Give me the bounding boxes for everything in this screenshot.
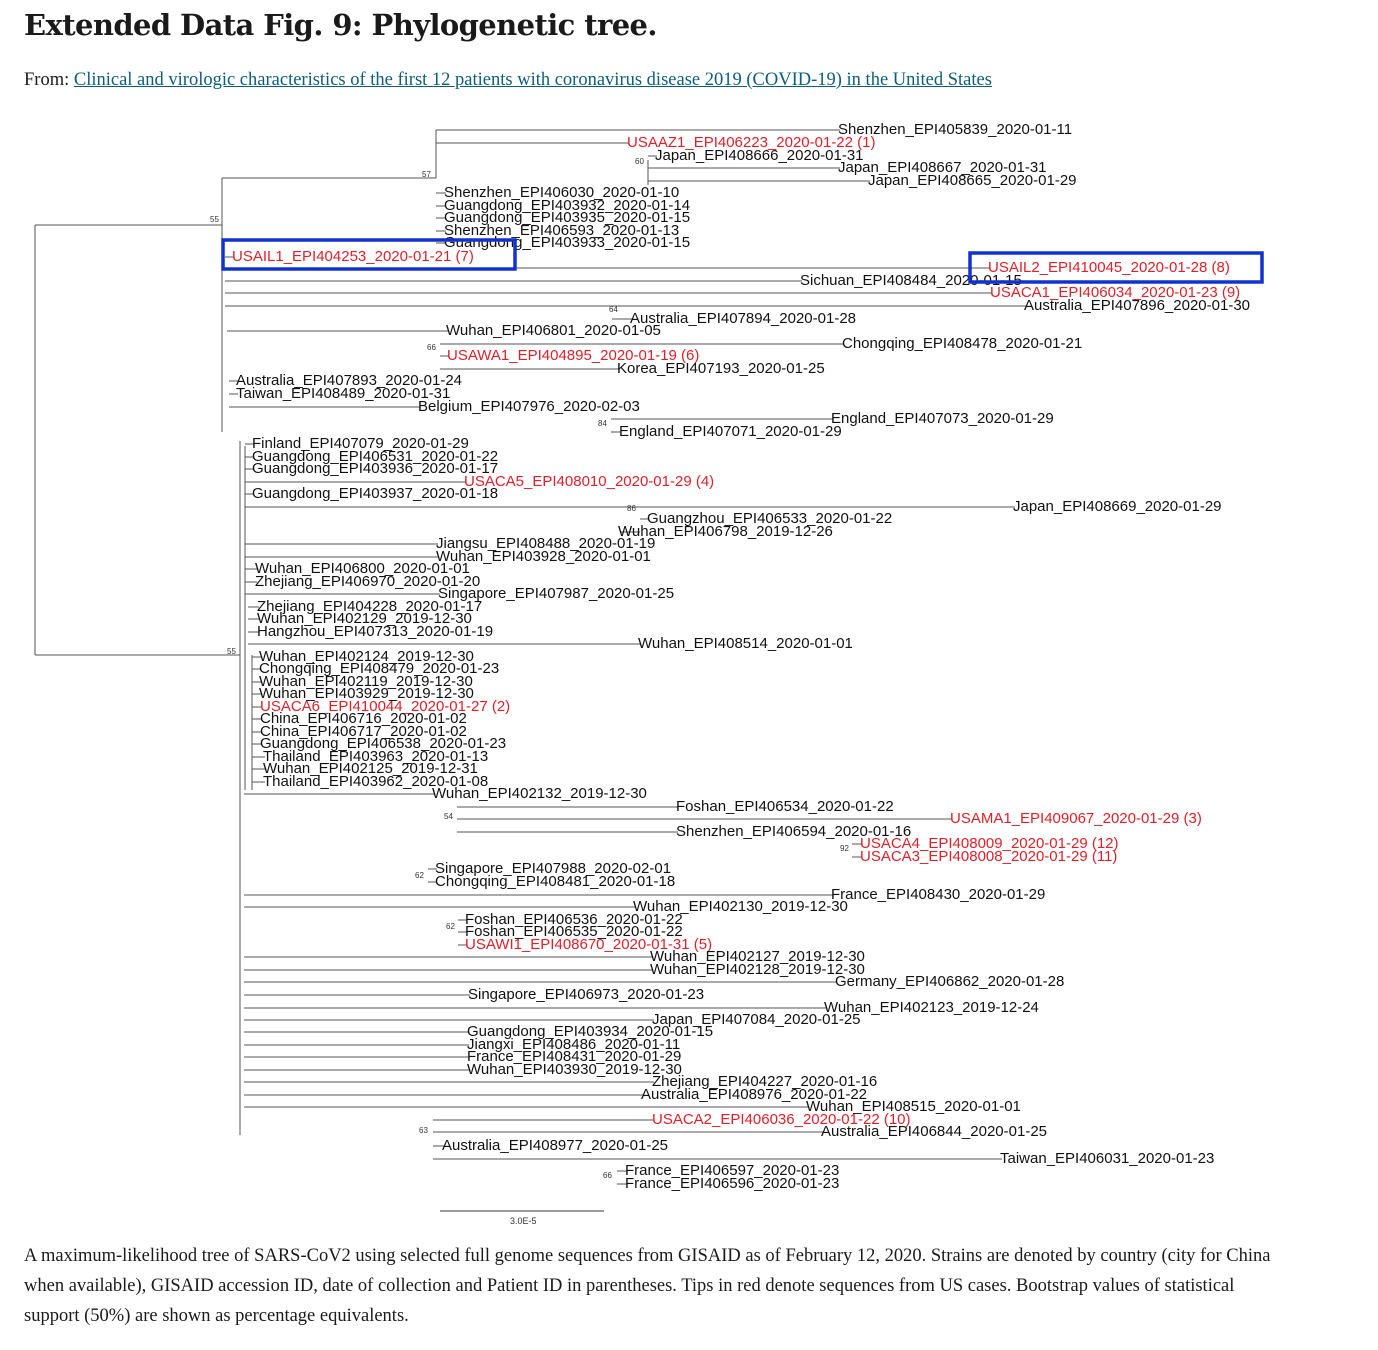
tip-label: Finland_EPI407079_2020-01-29 xyxy=(252,435,469,452)
tip-label: Shenzhen_EPI405839_2020-01-11 xyxy=(838,121,1073,138)
tip-label: Korea_EPI407193_2020-01-25 xyxy=(617,360,825,377)
figure-title: Extended Data Fig. 9: Phylogenetic tree. xyxy=(24,8,657,42)
tip-label: China_EPI406717_2020-01-02 xyxy=(260,723,467,740)
tip-label: Germany_EPI406862_2020-01-28 xyxy=(835,973,1065,990)
tip-label: Foshan_EPI406535_2020-01-22 xyxy=(465,923,683,940)
bootstrap-value: 92 xyxy=(840,844,849,853)
tip-label: Japan_EPI407084_2020-01-25 xyxy=(652,1011,861,1028)
tip-label: Wuhan_EPI406800_2020-01-01 xyxy=(255,560,470,577)
tip-label: Wuhan_EPI402119_2019-12-30 xyxy=(259,673,473,690)
tip-label: Foshan_EPI406536_2020-01-22 xyxy=(465,911,683,928)
tip-label: Taiwan_EPI408489_2020-01-31 xyxy=(236,385,451,402)
us-case-tip-label: USACA4_EPI408009_2020-01-29 (12) xyxy=(860,835,1119,852)
tip-label: Guangdong_EPI406531_2020-01-22 xyxy=(252,448,499,465)
tip-label: Wuhan_EPI402127_2019-12-30 xyxy=(650,948,865,965)
bootstrap-value: 62 xyxy=(415,871,424,880)
tip-label: Japan_EPI408665_2020-01-29 xyxy=(868,172,1077,189)
source-article-link[interactable]: Clinical and virologic characteristics of the first 12 patients with coronavirus disease 2019 (COVID-19) in the United States xyxy=(73,70,992,90)
tip-label: Wuhan_EPI402128_2019-12-30 xyxy=(650,961,865,978)
tip-label: France_EPI408430_2020-01-29 xyxy=(831,886,1046,903)
us-case-tip-label: USAIL1_EPI404253_2020-01-21 (7) xyxy=(232,248,474,265)
tip-label: Wuhan_EPI402129_2019-12-30 xyxy=(257,610,472,627)
tip-label: Wuhan_EPI403929_2019-12-30 xyxy=(259,685,474,702)
scale-bar-label: 3.0E-5 xyxy=(510,1216,537,1226)
tip-label: Shenzhen_EPI406030_2020-01-10 xyxy=(444,184,680,201)
tip-label: Wuhan_EPI408514_2020-01-01 xyxy=(638,635,853,652)
us-case-tip-label: USAWI1_EPI408670_2020-01-31 (5) xyxy=(465,936,713,953)
tip-label: Guangdong_EPI403936_2020-01-17 xyxy=(252,460,499,477)
tip-label: Guangdong_EPI406538_2020-01-23 xyxy=(260,735,507,752)
bootstrap-value: 57 xyxy=(422,170,431,179)
tip-label: Wuhan_EPI402130_2019-12-30 xyxy=(633,898,848,915)
tip-label: Wuhan_EPI402123_2019-12-24 xyxy=(824,999,1039,1016)
bootstrap-value: 62 xyxy=(446,922,455,931)
figure-caption: A maximum-likelihood tree of SARS-CoV2 using selected full genome sequences from GISAID as of February 12, 2020. Strains are denoted by country (city for China when available), GISAID accession ID, date of collection and Patient ID in parentheses. Tips in red denote sequences from US cases. Bootstrap values of statistical support (50%) are shown as percentage equivalents. xyxy=(24,1246,1271,1326)
bootstrap-value: 66 xyxy=(603,1171,612,1180)
tip-label: Guangzhou_EPI406533_2020-01-22 xyxy=(647,510,893,527)
tip-label: Wuhan_EPI403928_2020-01-01 xyxy=(436,548,651,565)
tip-label: Japan_EPI408666_2020-01-31 xyxy=(655,147,864,164)
tip-label: China_EPI406716_2020-01-02 xyxy=(260,710,467,727)
tip-label: Singapore_EPI406973_2020-01-23 xyxy=(468,986,705,1003)
tip-label: Wuhan_EPI402132_2019-12-30 xyxy=(432,785,647,802)
tip-label: Wuhan_EPI408515_2020-01-01 xyxy=(806,1098,1021,1115)
tip-label: Belgium_EPI407976_2020-02-03 xyxy=(418,398,640,415)
bootstrap-value: 84 xyxy=(598,419,607,428)
tip-label: Foshan_EPI406534_2020-01-22 xyxy=(676,798,894,815)
tip-label: Australia_EPI407896_2020-01-30 xyxy=(1024,297,1251,314)
tip-label: Guangdong_EPI403935_2020-01-15 xyxy=(444,209,691,226)
tip-label: Japan_EPI408667_2020-01-31 xyxy=(838,159,1047,176)
tip-label: Chongqing_EPI408478_2020-01-21 xyxy=(842,335,1083,352)
tip-label: Wuhan_EPI402124_2019-12-30 xyxy=(259,648,474,665)
tip-label: Wuhan_EPI406798_2019-12-26 xyxy=(618,523,833,540)
bootstrap-value: 63 xyxy=(419,1126,428,1135)
us-case-tip-label: USACA2_EPI406036_2020-01-22 (10) xyxy=(652,1111,911,1128)
from-label: From: xyxy=(24,70,70,90)
us-case-tip-label: USAAZ1_EPI406223_2020-01-22 (1) xyxy=(627,134,876,151)
tip-label: Zhejiang_EPI404227_2020-01-16 xyxy=(652,1073,878,1090)
tip-label: Guangdong_EPI403932_2020-01-14 xyxy=(444,197,691,214)
bootstrap-value: 60 xyxy=(635,157,644,166)
us-case-tip-label: USAWA1_EPI404895_2020-01-19 (6) xyxy=(447,347,700,364)
tip-label: Thailand_EPI403963_2020-01-13 xyxy=(263,748,489,765)
tip-label: Guangdong_EPI403937_2020-01-18 xyxy=(252,485,499,502)
tip-label: Australia_EPI406844_2020-01-25 xyxy=(821,1123,1048,1140)
bootstrap-value: 86 xyxy=(627,504,636,513)
tip-label: Guangdong_EPI403933_2020-01-15 xyxy=(444,234,691,251)
tip-label: France_EPI408431_2020-01-29 xyxy=(467,1048,682,1065)
tip-label: Wuhan_EPI403930_2019-12-30 xyxy=(467,1061,682,1078)
us-case-tip-label: USAIL2_EPI410045_2020-01-28 (8) xyxy=(988,259,1230,276)
tip-label: Guangdong_EPI403934_2020-01-15 xyxy=(467,1023,714,1040)
tip-label: Jiangsu_EPI408488_2020-01-19 xyxy=(436,535,656,552)
tip-label: France_EPI406596_2020-01-23 xyxy=(625,1175,840,1192)
tip-label: Japan_EPI408669_2020-01-29 xyxy=(1013,498,1222,515)
us-case-tip-label: USACA6_EPI410044_2020-01-27 (2) xyxy=(260,698,511,715)
bootstrap-value: 55 xyxy=(227,647,236,656)
tip-label: Taiwan_EPI406031_2020-01-23 xyxy=(1000,1150,1215,1167)
tip-label: Chongqing_EPI408479_2020-01-23 xyxy=(259,660,500,677)
tip-label: Thailand_EPI403962_2020-01-08 xyxy=(263,773,489,790)
tip-label: England_EPI407071_2020-01-29 xyxy=(619,423,842,440)
bootstrap-value: 54 xyxy=(444,812,453,821)
tip-label: Hangzhou_EPI407313_2020-01-19 xyxy=(257,623,494,640)
tip-label: Australia_EPI408977_2020-01-25 xyxy=(442,1137,669,1154)
tip-label: Australia_EPI407893_2020-01-24 xyxy=(236,372,463,389)
tip-label: Zhejiang_EPI404228_2020-01-17 xyxy=(257,598,483,615)
tip-label: Sichuan_EPI408484_2020-01-15 xyxy=(800,272,1022,289)
us-case-tip-label: USAMA1_EPI409067_2020-01-29 (3) xyxy=(950,810,1202,827)
tip-label: Zhejiang_EPI406970_2020-01-20 xyxy=(255,573,481,590)
us-case-tip-label: USACA1_EPI406034_2020-01-23 (9) xyxy=(990,284,1241,301)
tip-label: England_EPI407073_2020-01-29 xyxy=(831,410,1054,427)
tip-label: France_EPI406597_2020-01-23 xyxy=(625,1162,840,1179)
tip-label: Chongqing_EPI408481_2020-01-18 xyxy=(435,873,676,890)
tip-label: Australia_EPI407894_2020-01-28 xyxy=(630,310,857,327)
tip-label: Wuhan_EPI402125_2019-12-31 xyxy=(263,760,478,777)
tip-label: Shenzhen_EPI406593_2020-01-13 xyxy=(444,222,680,239)
bootstrap-value: 66 xyxy=(427,343,436,352)
tip-label: Jiangxi_EPI408486_2020-01-11 xyxy=(467,1036,681,1053)
scale-bar xyxy=(440,1211,604,1226)
tip-label: Australia_EPI408976_2020-01-22 xyxy=(641,1086,868,1103)
us-case-tip-label: USACA3_EPI408008_2020-01-29 (11) xyxy=(860,848,1118,865)
tip-label: Singapore_EPI407987_2020-01-25 xyxy=(438,585,675,602)
us-case-tip-label: USACA5_EPI408010_2020-01-29 (4) xyxy=(464,473,715,490)
bootstrap-value: 55 xyxy=(210,215,219,224)
tip-label: Shenzhen_EPI406594_2020-01-16 xyxy=(676,823,912,840)
bootstrap-value: 64 xyxy=(609,305,618,314)
tip-label: Singapore_EPI407988_2020-02-01 xyxy=(435,860,672,877)
tip-label: Wuhan_EPI406801_2020-01-05 xyxy=(446,322,661,339)
